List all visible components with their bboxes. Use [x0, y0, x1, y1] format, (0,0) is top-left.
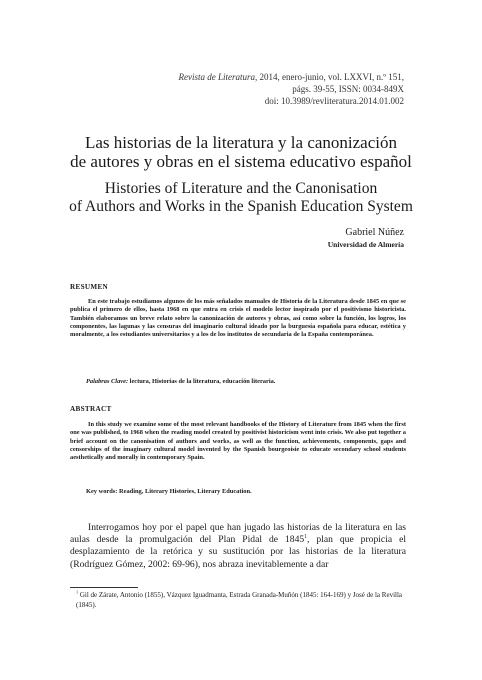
footnote [76, 591, 406, 610]
journal-name: Revista de Literatura [178, 72, 255, 82]
abstract-keywords-label: Key words: [86, 488, 118, 495]
journal-doi: doi: 10.3989/revliteratura.2014.01.002 [264, 96, 404, 106]
journal-pages: págs. 39-55, ISSN: 0034-849X [292, 84, 404, 94]
footnote-text: Gil de Zárate, Antonio (1855), Vázquez Iguadmanta, Estrada Granada-Muñón (1845: 164-169) y José de la Revilla (1845). [76, 591, 403, 609]
resumen-keywords-label: Palabras Clave: [86, 378, 129, 385]
title-spanish-line1: Las historias de la literatura y la canonización [84, 133, 397, 152]
resumen-heading: RESUMEN [70, 283, 109, 291]
journal-header [74, 71, 404, 107]
body-text-b: , plan que propicia el desplazamiento de la retórica y su sustitución por las historias de la literatura (Rodríguez Gómez, 2002: 69-96), nos abraza inevitablemente a dar [70, 534, 406, 570]
title-english-line2: of Authors and Works in the Spanish Education System [69, 198, 413, 215]
title-spanish-line2: de autores y obras en el sistema educativo español [70, 152, 412, 171]
abstract-keywords [86, 488, 406, 496]
body-text-a: Interrogamos hoy por el papel que han jugado las historias de la literatura en las aulas desde la promulgación del Plan Pidal de 1845 [70, 522, 406, 546]
abstract-body: In this study we examine some of the most relevant handbooks of the History of Literature from 1845 when the first one was published, to 1968 when the reading model created by positivist historicism went into crisis. We also put together a brief account on the canonisation of authors and works, as well as the function, achievements, components, gaps and censorships of the imaginary cultural model invented by the Spanish bourgeoisie to educate secondary school students aesthetically and morally in contemporary Spain. [70, 421, 406, 462]
resumen-body: En este trabajo estudiamos algunos de los más señalados manuales de Historia de la Literatura desde 1845 en que se publica el primero de ellos, hasta 1968 en que entra en crisis el modelo lector inspirado por el positivismo historicista. También elaboramos un breve relato sobre la canonización de autores y obras, así como sobre la función, los logros, los componentes, las lagunas y las censuras del imaginario cultural ideado por la burguesía española para educar, estética y moralmente, a los estudiantes universitarios y a los de los institutos de secundaria de la España contemporánea. [70, 298, 406, 339]
author-affiliation: Universidad de Almería [327, 240, 404, 249]
abstract-text [70, 421, 406, 462]
footnote-number: 1 [76, 589, 79, 595]
journal-citation: , 2014, enero-junio, vol. LXXVI, n.º 151, [254, 72, 404, 82]
resumen-keywords-list: lectura, Historias de la literatura, educación literaria. [128, 378, 276, 385]
body-paragraph [70, 522, 406, 571]
title-spanish [40, 133, 442, 171]
citation-line [74, 71, 404, 83]
footnote-divider [70, 587, 138, 588]
footnote-ref[interactable]: 1 [304, 534, 308, 541]
resumen-keywords [86, 378, 406, 386]
title-english-line1: Histories of Literature and the Canonisation [104, 180, 378, 197]
title-english [40, 180, 442, 216]
resumen-text [70, 298, 406, 339]
author-name: Gabriel Núñez [345, 227, 404, 238]
abstract-keywords-list: Reading, Literary Histories, Literary Education. [117, 488, 252, 495]
abstract-heading: ABSTRACT [70, 405, 112, 413]
